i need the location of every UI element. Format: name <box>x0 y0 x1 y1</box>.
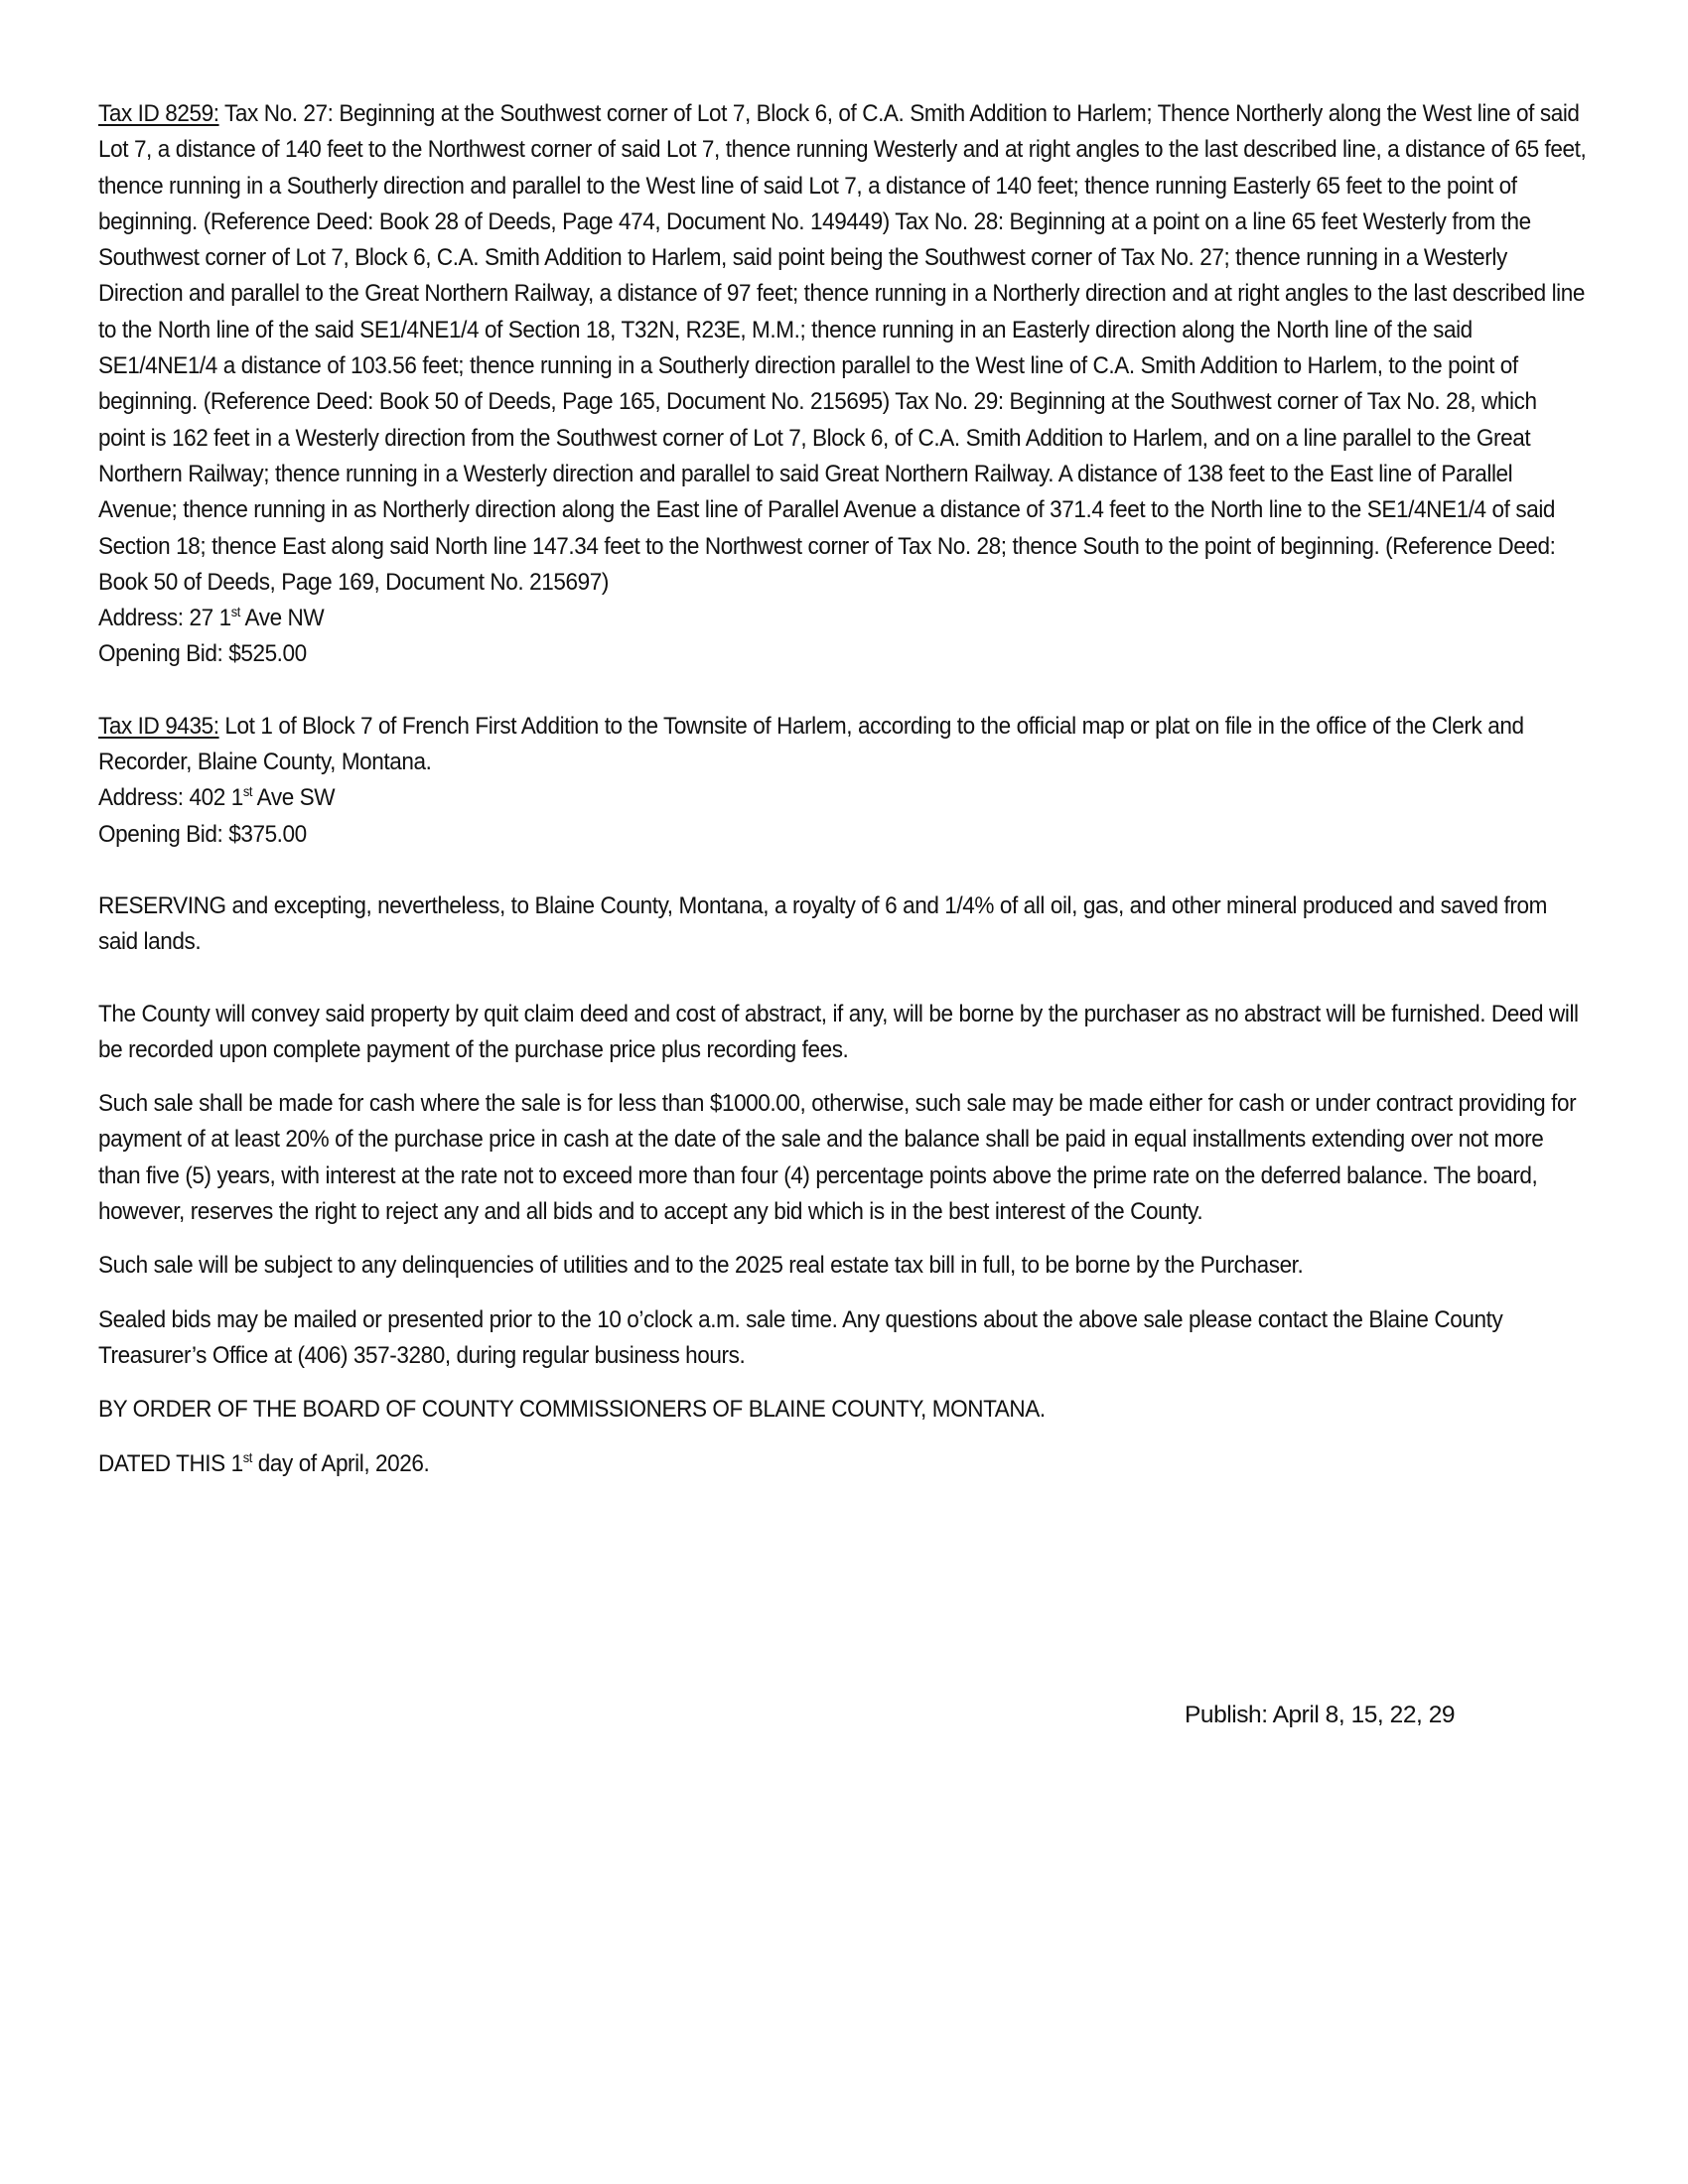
payment-terms-paragraph: Such sale shall be made for cash where the sale is for less than $1000.00, otherwise, such sale may be made either for cash or under contract providing for payment of at least 20% of the purchase price in cash at the date of the sale and the balance shall be paid in equal installments extending over not more than five (5) years, with interest at the rate not to exceed more than four (4) percentage points above the prime rate on the deferred balance. The board, however, reserves the right to reject any and all bids and to accept any bid which is in the best interest of the County. <box>98 1090 1577 1226</box>
address-number: 402 1 <box>189 784 243 812</box>
ordinal-suffix: st <box>230 604 240 620</box>
legal-description: Tax No. 27: Beginning at the Southwest corner of Lot 7, Block 6, of C.A. Smith Addition to Harlem; Thence Northerly along the West line of said Lot 7, a distance of 140 feet to the Northwest corner of said Lot 7, thence running Westerly and at right angles to the last described line, a distance of 65 feet, thence running in a Southerly direction and parallel to the West line of said Lot 7, a distance of 140 feet; thence running Easterly 65 feet to the point of beginning. (Reference Deed: Book 28 of Deeds, Page 474, Document No. 149449) Tax No. 28: Beginning at a point on a line 65 feet Westerly from the Southwest corner of Lot 7, Block 6, C.A. Smith Addition to Harlem, said point being the Southwest corner of Tax No. 27; thence running in a Westerly Direction and parallel to the Great Northern Railway, a distance of 97 feet; thence running in a Northerly direction and at right angles to the last described line to the North line of the said SE1/4NE1/4 of Section 18, T32N, R23E, M.M.; thence running in an Easterly direction along the North line of the said SE1/4NE1/4 a distance of 103.56 feet; thence running in a Southerly direction parallel to the West line of C.A. Smith Addition to Harlem, to the point of beginning. (Reference Deed: Book 50 of Deeds, Page 165, Document No. 215695) Tax No. 29: Beginning at the Southwest corner of Tax No. 28, which point is 162 feet in a Westerly direction from the Southwest corner of Lot 7, Block 6, of C.A. Smith Addition to Harlem, and on a line parallel to the Great Northern Railway; thence running in a Westerly direction and parallel to said Great Northern Railway. A distance of 138 feet to the East line of Parallel Avenue; thence running in as Northerly direction along the East line of Parallel Avenue a distance of 371.4 feet to the North line to the SE1/4NE1/4 of said Section 18; thence East along said North line 147.34 feet to the Northwest corner of Tax No. 28; thence South to the point of beginning. (Reference Deed: Book 50 of Deeds, Page 169, Document No. 215697) <box>98 100 1587 596</box>
spacer <box>98 1230 1588 1248</box>
parcel-9435 <box>98 709 1588 853</box>
address-label: Address: <box>98 784 190 812</box>
address-street: Ave SW <box>252 784 336 812</box>
opening-bid: Opening Bid: $525.00 <box>98 640 307 668</box>
dated-prefix: DATED THIS 1 <box>98 1449 243 1477</box>
ordinal-suffix: st <box>242 783 253 800</box>
spacer <box>98 853 1588 888</box>
publish-dates: Publish: April 8, 15, 22, 29 <box>1185 1702 1456 1728</box>
spacer <box>98 1374 1588 1392</box>
address-number: 27 1 <box>189 605 231 632</box>
sealed-bids-paragraph: Sealed bids may be mailed or presented prior to the 10 o’clock a.m. sale time. Any questions about the above sale please contact the Blaine County Treasurer’s Office at (406) 357-3280, during regular business hours. <box>98 1305 1503 1369</box>
conveyance-paragraph: The County will convey said property by quit claim deed and cost of abstract, if any, will be borne by the purchaser as no abstract will be furnished. Deed will be recorded upon complete payment of the purchase price plus recording fees. <box>98 1000 1579 1063</box>
ordinal-suffix: st <box>242 1448 252 1465</box>
legal-notice-page <box>98 96 1588 1482</box>
parcel-address <box>98 601 1588 636</box>
parcel-address <box>98 780 1588 816</box>
notice-body <box>98 96 1588 1482</box>
delinquencies-paragraph: Such sale will be subject to any delinquencies of utilities and to the 2025 real estate tax bill in full, to be borne by the Purchaser. <box>98 1252 1304 1280</box>
spacer <box>98 961 1588 997</box>
spacer <box>98 1068 1588 1086</box>
address-street: Ave NW <box>239 605 325 632</box>
parcel-description <box>98 709 1588 781</box>
board-order-line: BY ORDER OF THE BOARD OF COUNTY COMMISSIONERS OF BLAINE COUNTY, MONTANA. <box>98 1396 1046 1424</box>
parcel-8259 <box>98 96 1588 673</box>
spacer <box>98 1429 1588 1446</box>
tax-id-label: Tax ID 9435: <box>98 712 219 740</box>
dated-line <box>98 1446 1588 1482</box>
parcel-description <box>98 96 1588 601</box>
address-label: Address: <box>98 605 190 632</box>
tax-id-label: Tax ID 8259: <box>98 100 219 127</box>
legal-description: Lot 1 of Block 7 of French First Addition to the Townsite of Harlem, according to the official map or plat on file in the office of the Clerk and Recorder, Blaine County, Montana. <box>98 712 1524 776</box>
opening-bid: Opening Bid: $375.00 <box>98 820 307 848</box>
dated-suffix: day of April, 2026. <box>251 1449 430 1477</box>
spacer <box>98 673 1588 709</box>
mineral-reservation-paragraph: RESERVING and excepting, nevertheless, to Blaine County, Montana, a royalty of 6 and 1/4% of all oil, gas, and other mineral produced and saved from said lands. <box>98 891 1547 956</box>
spacer <box>98 1285 1588 1302</box>
